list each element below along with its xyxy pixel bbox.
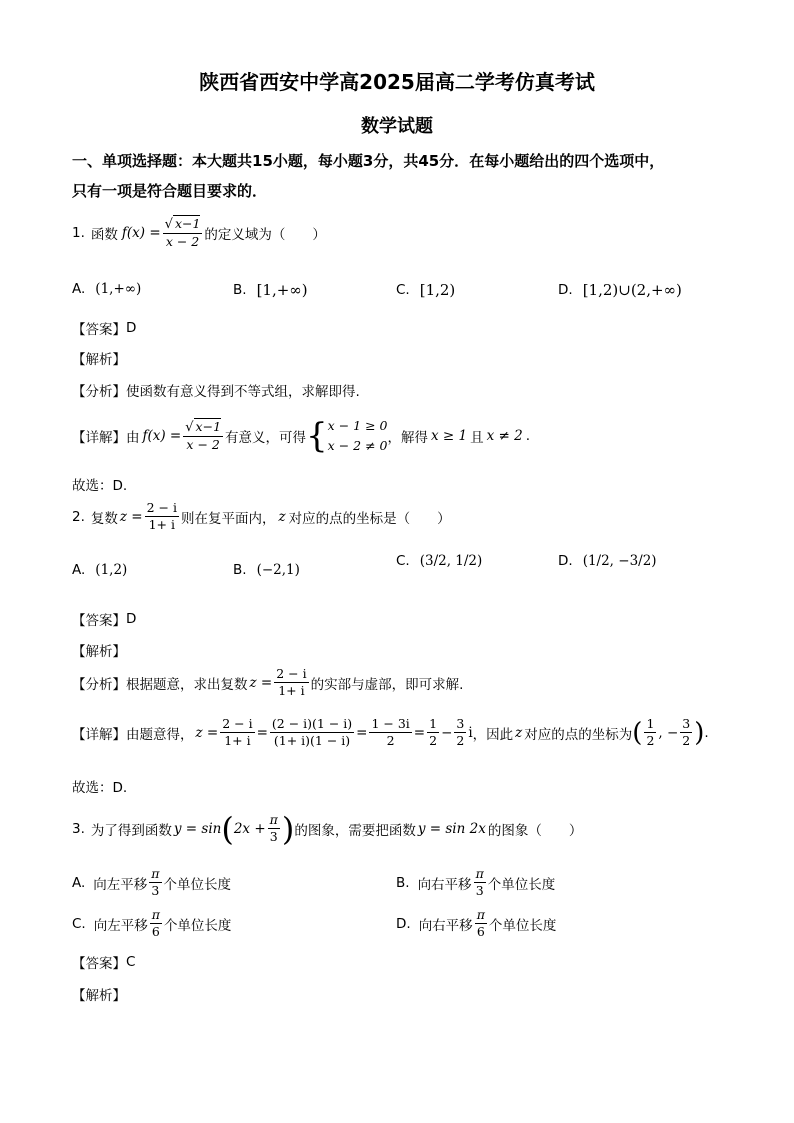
q2-answer-value: D	[126, 611, 137, 627]
q1-detail-mid: 有意义，可得	[225, 430, 307, 446]
q1-detail-fx: f(x) =	[142, 428, 182, 444]
q3-option-a-den: 3	[151, 883, 160, 898]
q2-step3-num: 1 − 3i	[371, 716, 410, 731]
q2-pre: 复数	[90, 510, 118, 527]
q1-numerator: x−1	[174, 216, 201, 231]
q3-option-b-key: B.	[396, 874, 410, 891]
q2-detail-post2: 对应的点的坐标为	[524, 726, 633, 743]
section-heading-line1: 一、单项选择题：本大题共15小题，每小题3分，共45分．在每小题给出的四个选项中，	[72, 152, 665, 170]
q2-option-a-value: (1,2)	[95, 562, 128, 578]
q3-post: 的图象（ ）	[487, 822, 583, 839]
q2-analysis: 【解析】	[72, 644, 126, 660]
q1-option-a-value: (1,+∞)	[95, 281, 142, 297]
q2-fenxi-post: 的实部与虚部，即可求解.	[310, 676, 464, 693]
q1-cond2: x ≠ 2	[486, 428, 523, 444]
q3-pi: π	[269, 812, 278, 827]
q1-option-a-key: A.	[72, 281, 86, 297]
q3-answer	[72, 952, 135, 972]
q2-option-b	[233, 562, 300, 578]
q1-option-d	[558, 281, 682, 299]
q2-numerator: 2 − i	[146, 500, 177, 515]
q1-detail-post: ，解得	[387, 430, 428, 446]
q1-answer	[72, 318, 136, 338]
q3-answer-value: C	[126, 954, 136, 970]
q1-number: 1.	[72, 225, 85, 241]
q3-option-c-key: C.	[72, 915, 86, 932]
q3-option-b-pi: π	[475, 866, 484, 881]
q3-option-b-den: 3	[475, 883, 484, 898]
q3-option-d-key: D.	[396, 915, 411, 932]
q2-z: z =	[119, 508, 143, 525]
q1-system	[328, 416, 388, 456]
q2-option-d	[558, 553, 657, 569]
q2-fenxi-pre: 根据题意，求出复数	[126, 676, 248, 693]
q2-zvar: z	[278, 508, 286, 525]
q2-fenxi-z: z =	[249, 674, 273, 691]
q3-option-c	[72, 907, 231, 940]
q3-option-a-post: 个单位长度	[163, 876, 232, 893]
q3-option-c-den: 6	[151, 924, 160, 939]
q2-option-d-value: (1/2, −3/2)	[582, 553, 657, 569]
q2-step1	[220, 716, 254, 749]
page-title: 陕西省西安中学高2025届高二学考仿真考试	[199, 70, 595, 94]
q2-option-a	[72, 562, 127, 578]
q2-option-b-value: (−2,1)	[256, 562, 300, 578]
q1-fx: f(x) =	[121, 225, 161, 241]
q2-step3-den: 2	[386, 733, 395, 748]
q2-step2-num: (2 − i)(1 − i)	[271, 716, 353, 731]
q3-option-c-pi: π	[151, 907, 160, 922]
q2-step4-i: i	[468, 724, 473, 741]
q3-option-d	[396, 907, 556, 940]
q1-option-b-key: B.	[233, 282, 247, 298]
q2-step1-num: 2 − i	[222, 716, 253, 731]
q1-detail-label: 【详解】	[72, 430, 126, 446]
q2-step1-den: 1+ i	[224, 733, 251, 748]
q1-detail	[72, 416, 530, 456]
q1-option-a	[72, 281, 141, 297]
q1-system-line2: x − 2 ≠ 0	[327, 438, 388, 453]
q3-inner: 2x +	[233, 820, 266, 837]
q1-detail-fraction: $\frac{√ x-1}{x - 2}$	[185, 419, 222, 452]
q2-stem	[72, 500, 451, 533]
q2-fenxi-denominator: 1+ i	[278, 683, 305, 698]
q2-fenxi-label: 【分析】	[72, 676, 126, 693]
q1-answer-value: D	[126, 320, 137, 336]
q3-number: 3.	[72, 820, 85, 837]
q2-denominator: 1+ i	[148, 517, 175, 532]
q2-step4b: $\frac{3}{2}$	[456, 716, 465, 748]
q2-choose: 故选：D.	[72, 780, 128, 796]
q1-option-b	[233, 281, 308, 299]
q1-pre: 函数	[90, 227, 118, 243]
q2-answer-label: 【答案】	[72, 613, 126, 629]
page-subtitle: 数学试题	[361, 116, 433, 137]
q1-fraction: $\frac{√ x-1}{x - 2}$	[164, 216, 201, 249]
q1-fenxi	[72, 380, 360, 400]
q2-detail-zvar: z	[515, 724, 523, 741]
q1-option-b-value: [1,+∞)	[256, 281, 308, 299]
q2-step3	[369, 716, 411, 749]
q2-step2-den: (1+ i)(1 − i)	[273, 733, 351, 748]
q3-option-a	[72, 866, 231, 899]
section-heading	[72, 146, 732, 206]
q1-option-d-value: [1,2)∪(2,+∞)	[582, 281, 682, 299]
q2-detail-label: 【详解】	[72, 726, 126, 743]
q1-system-brace: {	[306, 416, 328, 456]
q2-option-c-key: C.	[396, 553, 410, 569]
q3-option-a-pre: 向左平移	[93, 876, 148, 893]
q3-option-b-pre: 向右平移	[417, 876, 472, 893]
q1-denominator: x − 2	[165, 234, 200, 249]
q3-y1: y = sin	[173, 820, 222, 837]
q2-option-c	[396, 553, 482, 569]
q1-option-c-key: C.	[396, 282, 410, 298]
q3-option-c-post: 个单位长度	[163, 917, 232, 934]
q2-option-b-key: B.	[233, 562, 247, 578]
q2-fenxi	[72, 666, 463, 699]
q3-three: 3	[269, 829, 278, 844]
q2-post: 则在复平面内，	[180, 510, 276, 527]
q3-option-d-pre: 向右平移	[418, 917, 473, 934]
q1-choose: 故选：D.	[72, 478, 128, 494]
q3-option-d-den: 6	[476, 924, 485, 939]
q3-pre: 为了得到函数	[90, 822, 172, 839]
section-heading-line2: 只有一项是符合题目要求的．	[72, 182, 268, 200]
q1-cond1: x ≥ 1	[430, 428, 468, 444]
q1-analysis: 【解析】	[72, 352, 126, 368]
q1-fenxi-text: 使函数有意义得到不等式组，求解即得.	[126, 384, 360, 400]
q1-option-d-key: D.	[558, 282, 573, 298]
q2-step4a: $\frac{1}{2}$	[429, 716, 438, 748]
q3-stem: 3. 为了得到函数 y = sin ( 2x + $\frac{\pi}{3}$ ) 的图象，需要把函数 y = sin 2x 的图象（ ）	[72, 809, 583, 848]
q2-step2	[270, 716, 354, 749]
q3-option-d-post: 个单位长度	[488, 917, 557, 934]
q1-option-c-value: [1,2)	[419, 281, 456, 299]
q2-post2: 对应的点的坐标是（ ）	[288, 510, 451, 527]
q1-detail-pre: 由	[126, 430, 140, 446]
q2-option-d-key: D.	[558, 553, 573, 569]
q1-answer-label: 【答案】	[72, 322, 126, 338]
q3-mid: 的图象，需要把函数	[294, 822, 416, 839]
q1-system-line1: x − 1 ≥ 0	[327, 418, 388, 433]
q3-option-a-key: A.	[72, 874, 86, 891]
q2-detail-post: ，因此	[472, 726, 514, 743]
q3-option-d-pi: π	[476, 907, 485, 922]
q3-pi-fraction	[268, 812, 280, 845]
q2-detail-z: z =	[195, 724, 219, 741]
q2-detail-pre: 由题意得，	[126, 726, 194, 743]
q3-analysis: 【解析】	[72, 988, 126, 1004]
q2-fenxi-fraction	[274, 666, 308, 699]
q1-period: .	[525, 428, 530, 444]
q3-option-b	[396, 866, 555, 899]
q2-detail: 【详解】 由题意得， z = $\frac{2 - i}{1+ i}$ = $\frac{(2 - i)(1 - i)}{(1+ i)(1 - i)}$ = $\frac{1 - 3i}{2}$ = $\frac{1}{2}$ − $\frac{3}{2}$ i ，因此 z 对应的点的坐标为 ( $\frac{1}{2}$ , − $\frac{3}{2}$ ) .	[72, 716, 709, 748]
q2-number: 2.	[72, 508, 85, 525]
q2-answer	[72, 609, 136, 629]
q2-option-a-key: A.	[72, 562, 86, 578]
q1-fenxi-label: 【分析】	[72, 384, 126, 400]
q3-option-c-pre: 向左平移	[93, 917, 148, 934]
q1-and: 且	[470, 430, 484, 446]
q1-option-c	[396, 281, 455, 299]
q1-post: 的定义域为（ ）	[204, 227, 326, 243]
q3-answer-label: 【答案】	[72, 956, 126, 972]
q1-detail-denominator: x − 2	[186, 437, 220, 452]
q1-stem	[72, 216, 326, 250]
q2-fenxi-numerator: 2 − i	[276, 666, 307, 681]
q3-y2: y = sin 2x	[417, 820, 486, 837]
q3-option-a-pi: π	[151, 866, 160, 881]
q2-fraction	[145, 500, 179, 533]
q2-option-c-value: (3/2, 1/2)	[419, 553, 483, 569]
q1-detail-numerator: x−1	[195, 419, 222, 434]
q3-option-b-post: 个单位长度	[487, 876, 556, 893]
